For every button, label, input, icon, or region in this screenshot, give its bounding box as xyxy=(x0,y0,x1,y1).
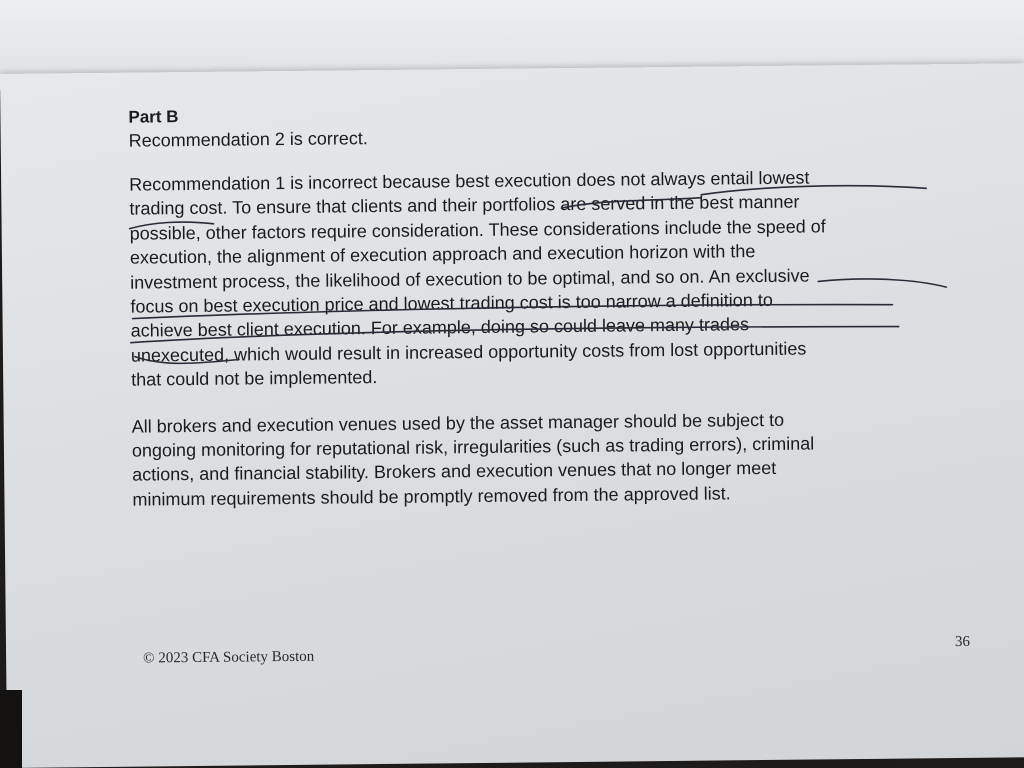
paragraph-2-line: ongoing monitoring for reputational risk, irregularities (such as trading errors), criminal xyxy=(131,433,815,461)
paragraph-1-line: achieve best client execution. For example, doing so could leave many trades xyxy=(130,314,750,342)
document-page xyxy=(0,63,1024,768)
peek-text: ... xyxy=(150,62,168,78)
answer-line: Recommendation 2 is correct. xyxy=(128,128,368,151)
paragraph-1-line: unexecuted, which would result in increased opportunity costs from lost opportunities xyxy=(130,338,807,366)
paragraph-1-line: Recommendation 1 is incorrect because best execution does not always entail lowest xyxy=(129,167,810,195)
page-number: 36 xyxy=(954,633,971,651)
paragraph-1-line: that could not be implemented. xyxy=(131,367,378,390)
paragraph-1-line: investment process, the likelihood of execution to be optimal, and so on. An exclusive xyxy=(130,265,810,293)
paragraph-1-line: focus on best execution price and lowest trading cost is too narrow a definition to xyxy=(130,289,773,317)
paragraph-2-line: minimum requirements should be promptly removed from the approved list. xyxy=(132,483,731,510)
page-content xyxy=(128,98,962,512)
edge-shadow xyxy=(0,690,22,768)
paragraph-2-line: All brokers and execution venues used by the asset manager should be subject to xyxy=(131,409,785,437)
paragraph-1-line: trading cost. To ensure that clients and their portfolios are served in the best manner xyxy=(129,192,800,220)
paragraph-1-line: execution, the alignment of execution approach and execution horizon with the xyxy=(129,241,756,268)
section-heading: Part B xyxy=(128,107,179,127)
copyright-footer: © 2023 CFA Society Boston xyxy=(143,648,315,667)
paragraph-1-line: possible, other factors require consideration. These considerations include the speed of xyxy=(129,216,826,244)
paragraph-2 xyxy=(132,406,963,512)
paragraph-1 xyxy=(129,164,961,392)
paragraph-2-line: actions, and financial stability. Brokers and execution venues that no longer meet xyxy=(132,458,777,486)
